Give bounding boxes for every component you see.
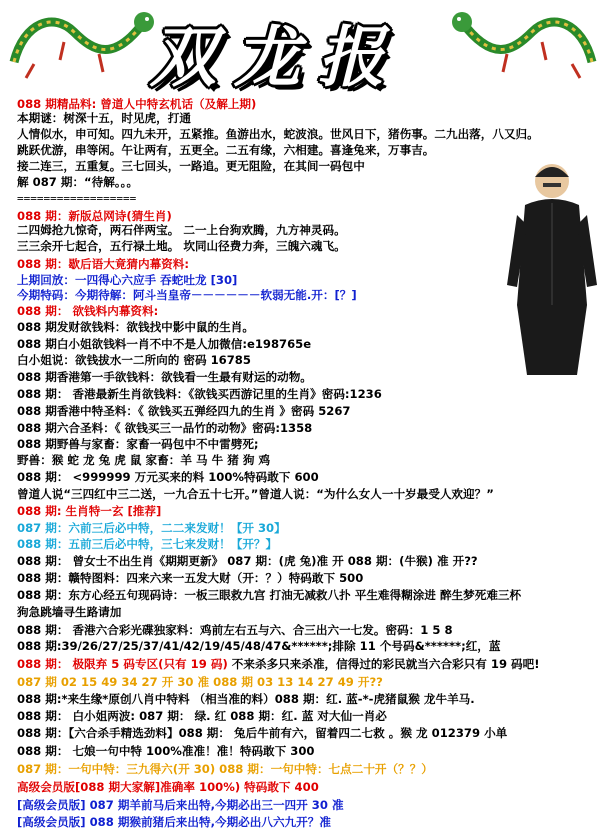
text-segment: 088 期：赣特图料：四来六来一五发大财（开：？）特码敢下 500 [17,571,364,585]
text-segment: 曾道人说“三四红中三二送，一九合五十七开。”曾道人说：“为什么女人一十岁最受人欢迎？” [17,487,494,501]
text-segment: ================== [17,192,137,205]
text-segment: 088 期： 欲钱料内幕资料: [17,304,159,318]
text-line [17,814,331,830]
text-segment: 088 期： 香港六合彩光碟独家料：鸡前左右五与六、合三出六一七发。密码：1 5 8 [17,623,453,637]
text-segment: 人情似水，申可知。四九未开，五紧推。鱼游出水，蛇波浪。世风日下，猪伤事。二九出落，八又归。 [17,127,539,141]
text-line [17,336,311,352]
text-segment: 狗急跳墙寻生路请加 [17,605,122,619]
text-segment: 跳跃优游，串等闲。午让两有，五更全。二五有缘，六相建。喜逢兔来，万事吉。 [17,143,435,157]
text-line [17,319,254,335]
text-line [17,743,314,759]
right-dragon-icon [452,2,602,84]
page-title: 双龙报 [150,18,402,96]
text-line [17,256,189,272]
text-segment: 088 期六合圣料：《 欲钱买三一品竹的动物》密码:1358 [17,421,313,435]
text-line [17,536,277,552]
text-segment: 088 期发财欲钱料：欲钱找中影中鼠的生肖。 [17,320,254,334]
text-segment: 高级会员版[088 期大家解]准确率 100%) 特码敢下 400 [17,780,319,794]
text-segment: 088 期香港中特圣料：《 欲钱买五弹经四九的生肖 》密码 5267 [17,404,351,418]
text-line [17,303,158,319]
text-line [17,691,475,707]
text-line [17,622,453,638]
man-portrait-icon [507,155,597,381]
text-line [17,436,259,452]
text-segment: 088 期：歇后语大竟猜内幕资料: [17,257,189,271]
text-line [17,674,383,690]
text-line [17,779,319,795]
text-line [17,708,387,724]
text-line [17,158,365,174]
text-line [17,386,382,402]
text-line [17,520,286,536]
text-segment: 088 期： <999999 万元买来的料 100%特码敢下 600 [17,470,319,484]
text-segment: 088 期：五前三后必中特，三七来发财！【开？】 [17,537,278,551]
text-segment: [高级会员版] 087 期羊前马后来出特,今期必出三一四开 30 准 [17,798,344,812]
text-line [17,420,312,436]
text-segment: 088 期：新版总网诗(猜生肖) [17,209,172,223]
text-segment: 088 期：东方心经五句现码诗：一板三眼救九宫 打油无减救八扑 平生难得糊涂进 醉生梦死难三杯 [17,588,522,602]
text-segment: 088 期： 极限弃 5 码专区(只有 19 码) [17,657,228,671]
text-line [17,272,237,288]
text-segment: 上期回放：一四得心六应手 吞蛇吐龙 [17,273,211,287]
text-line [17,190,136,206]
text-line [17,486,494,502]
text-segment: 088 期：【六合杀手精选劲料】088 期： 兔后牛前有六，留着四二七救 。猴 龙 012379 小单 [17,726,508,740]
text-segment: 088 期精品料: [17,97,97,111]
text-segment: 解 087 期：“待解。。。 [17,175,139,189]
text-segment: 087 期：一句中特：三九得六(开 30) 088 期：一句中特：七点二十开（？？） [17,762,433,776]
text-line [17,238,346,254]
text-line [17,638,501,654]
text-line [17,452,270,468]
text-segment: 088 期白小姐欲钱料一肖不中不是人加微信:e198765e [17,337,312,351]
text-segment: 088 期： 香港最新生肖欲钱料：《欲钱买西游记里的生肖》密码:1236 [17,387,382,401]
text-segment: 三三余开七起合，五行禄土地。 坎同山径费力奔，三魄六魂飞。 [17,239,346,253]
text-line [17,570,363,586]
text-segment: 野兽：猴 蛇 龙 兔 虎 鼠 家畜：羊 马 牛 猪 狗 鸡 [17,453,271,467]
text-line [17,352,251,368]
text-line [17,604,121,620]
text-segment: 088 期野兽与家畜：家畜一码包中不中雷劈死; [17,437,259,451]
text-segment: 088 期香港第一手欲钱料：欲钱看一生最有财运的动物。 [17,370,312,384]
text-segment: 087 期：六前三后必中特，二二来发财！【开 30】 [17,521,286,535]
text-segment: 接二连三，五重复。三七回头，一路追。更无阻险，在其间一码包中 [17,159,365,173]
text-segment: 本期谜：树深十五，时见虎，打通 [17,111,191,125]
text-line [17,469,319,485]
text-segment: 不来杀多只来杀准，信得过的彩民就当六合彩只有 19 码吧! [227,657,540,671]
text-line [17,656,540,672]
text-line [17,761,433,777]
text-line [17,369,312,385]
text-segment: 088 期： 白小姐两波: 087 期： 绿. 红 088 期：红. 蓝 对大仙一肖必 [17,709,387,723]
text-segment: 曾道人中特玄机话（及解上期) [96,97,257,111]
text-line [17,174,138,190]
text-line [17,222,346,238]
text-line [17,587,521,603]
text-segment: 白小姐说：欲钱拔水一二所向的 密码 16785 [17,353,251,367]
text-segment: 二四姆抢九惊奇，两石伴两宝。 二一上台狗欢腾，九方神灵码。 [17,223,346,237]
text-line [17,503,161,519]
text-segment: [30] [210,273,238,287]
text-segment: 088 期： 曾女士不出生肖《期期更新》 087 期：(虎 兔)准 开 088 期：(牛猴) 准 开?? [17,554,478,568]
text-line [17,725,507,741]
text-line [17,110,191,126]
text-segment: 今期特码：今期待解：阿斗当皇帝－－－－－－软弱无能.开：[？] [17,288,357,302]
text-segment: 088 期:39/26/27/25/37/41/42/19/45/48/47&******;排除 11 个号码&******;红，蓝 [17,639,501,653]
text-line [17,553,478,569]
text-line [17,126,539,142]
header-banner [0,0,605,95]
text-segment: 087 期 02 15 49 34 27 开 30 准 088 期 03 13 14 27 49 开?? [17,675,383,689]
text-line [17,403,350,419]
text-segment: 088 期： 七娘一句中特 100%准准！准！特码敢下 300 [17,744,315,758]
text-line [17,287,357,303]
text-segment: [高级会员版] 088 期猴前猪后来出特,今期必出八六九开？准 [17,815,331,829]
text-line [17,797,344,813]
text-segment: 088 期:*来生缘*原创八肖中特料 （相当准的料）088 期：红. 蓝-*-虎猪鼠猴 龙牛羊马. [17,692,475,706]
text-line [17,142,434,158]
text-segment: 088 期: 生肖特一玄 [推荐] [17,504,162,518]
left-dragon-icon [4,2,154,84]
